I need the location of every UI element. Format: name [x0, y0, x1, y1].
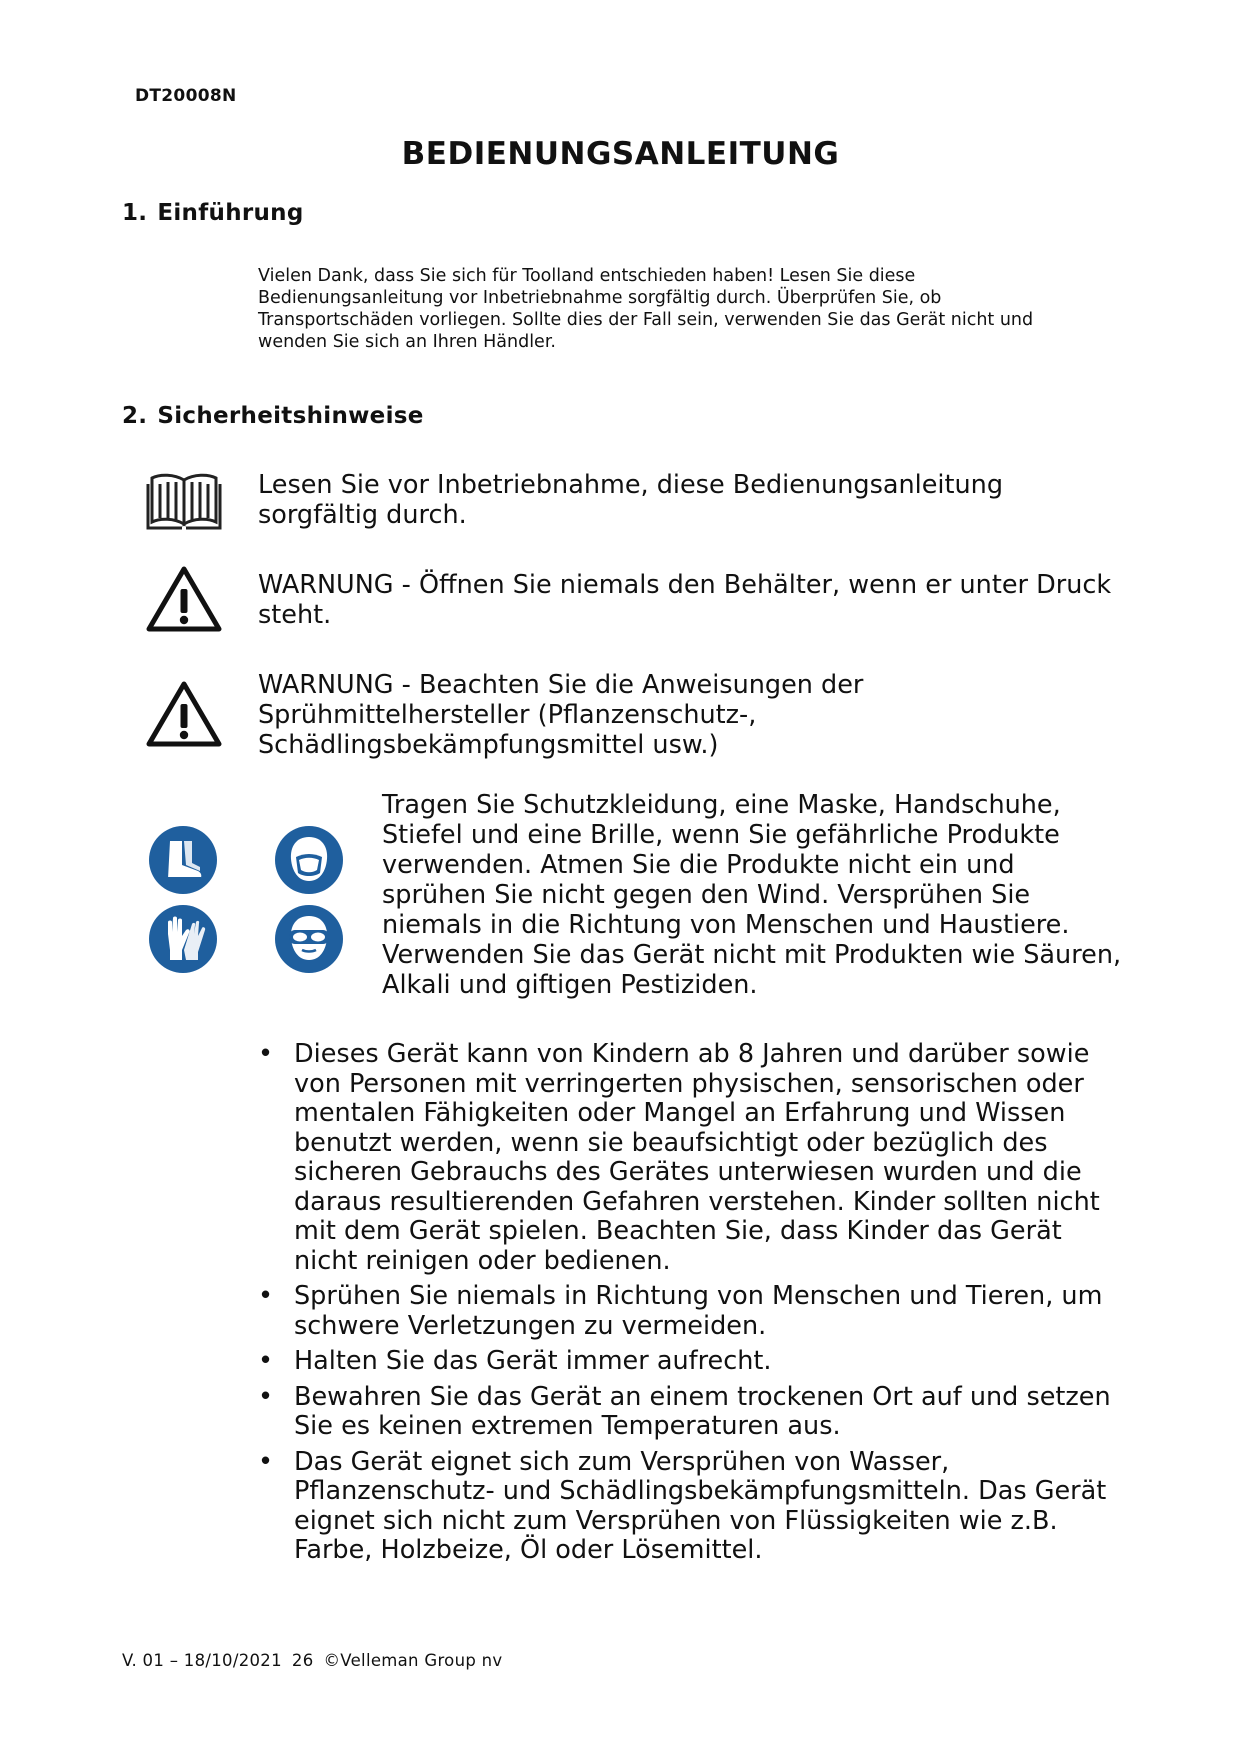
- footer-page-number: 26: [291, 1651, 314, 1670]
- list-item-text: Dieses Gerät kann von Kindern ab 8 Jahren und darüber sowie von Personen mit verringerten physischen, sensorischen oder mentalen Fähigkeiten oder Mangel an Erfahrung und Wissen benutzt werden, wenn sie beaufsichtigt oder bezüglich des sicheren Gebrauchs des Gerätes unterwiesen wurden und die daraus resultierenden Gefahren verstehen. Kinder sollten nicht mit dem Gerät spielen. Beachten Sie, dass Kinder das Gerät nicht reinigen oder bedienen.: [294, 1039, 1100, 1276]
- section-2-number: 2.: [122, 403, 148, 429]
- list-item: [258, 1347, 1128, 1377]
- bullet-glyph: •: [258, 1281, 274, 1311]
- section-2-heading: [122, 403, 424, 429]
- safety-item-text: WARNUNG - Beachten Sie die Anweisungen der Sprühmittelhersteller (Pflanzenschutz-, Schädlingsbekämpfungsmittel usw.): [258, 670, 864, 760]
- goggles-icon: [274, 904, 344, 978]
- model-number: DT20008N: [135, 86, 237, 106]
- boots-icon: [148, 825, 218, 899]
- page-title: BEDIENUNGSANLEITUNG: [401, 136, 840, 172]
- bullet-glyph: •: [258, 1446, 274, 1477]
- bullet-glyph: •: [258, 1346, 274, 1376]
- safety-item-text: Lesen Sie vor Inbetriebnahme, diese Bedienungsanleitung sorgfältig durch.: [258, 470, 1004, 530]
- footer-version: V. 01 – 18/10/2021: [122, 1651, 282, 1670]
- list-item-text: Das Gerät eignet sich zum Versprühen von Wasser, Pflanzenschutz- und Schädlingsbekämpfungsmitteln. Das Gerät eignet sich nicht zum Versprühen von Flüssigkeiten wie z.B. Farbe, Holzbeize, Öl oder Lösemittel.: [294, 1446, 1107, 1565]
- list-item: [258, 1282, 1128, 1341]
- footer-copyright: ©Velleman Group nv: [323, 1651, 503, 1670]
- mask-icon: [274, 825, 344, 899]
- page-footer: [122, 1651, 512, 1670]
- list-item-text: Bewahren Sie das Gerät an einem trockenen Ort auf und setzen Sie es keinen extremen Temperaturen aus.: [294, 1381, 1111, 1441]
- warning-icon: [146, 680, 222, 752]
- warning-icon: [146, 565, 222, 637]
- bullet-glyph: •: [258, 1381, 274, 1412]
- list-item: [258, 1040, 1128, 1276]
- gloves-icon: [148, 904, 218, 978]
- intro-paragraph: Vielen Dank, dass Sie sich für Toolland entschieden haben! Lesen Sie diese Bedienungsanleitung vor Inbetriebnahme sorgfältig durch. Überprüfen Sie, ob Transportschäden vorliegen. Sollte dies der Fall sein, verwenden Sie das Gerät nicht und wenden Sie sich an Ihren Händler.: [258, 266, 1034, 352]
- list-item: [258, 1383, 1128, 1442]
- safety-bullet-list: [258, 1040, 1128, 1572]
- bullet-glyph: •: [258, 1039, 274, 1069]
- list-item-text: Halten Sie das Gerät immer aufrecht.: [294, 1346, 772, 1376]
- section-1-heading: [122, 200, 304, 226]
- ppe-text: Tragen Sie Schutzkleidung, eine Maske, Handschuhe, Stiefel und eine Brille, wenn Sie gefährliche Produkte verwenden. Atmen Sie die Produkte nicht ein und sprühen Sie nicht gegen den Wind. Versprühen Sie niemals in die Richtung von Menschen und Haustiere. Verwenden Sie das Gerät nicht mit Produkten wie Säuren, Alkali und giftigen Pestiziden.: [382, 790, 1122, 1000]
- section-2-title: Sicherheitshinweise: [157, 403, 424, 429]
- safety-item-text: WARNUNG - Öffnen Sie niemals den Behälter, wenn er unter Druck steht.: [258, 570, 1112, 630]
- section-1-title: Einführung: [157, 200, 304, 226]
- list-item-text: Sprühen Sie niemals in Richtung von Menschen und Tieren, um schwere Verletzungen zu vermeiden.: [294, 1281, 1103, 1341]
- section-1-number: 1.: [122, 200, 148, 226]
- book-icon: [146, 470, 222, 536]
- list-item: [258, 1448, 1128, 1566]
